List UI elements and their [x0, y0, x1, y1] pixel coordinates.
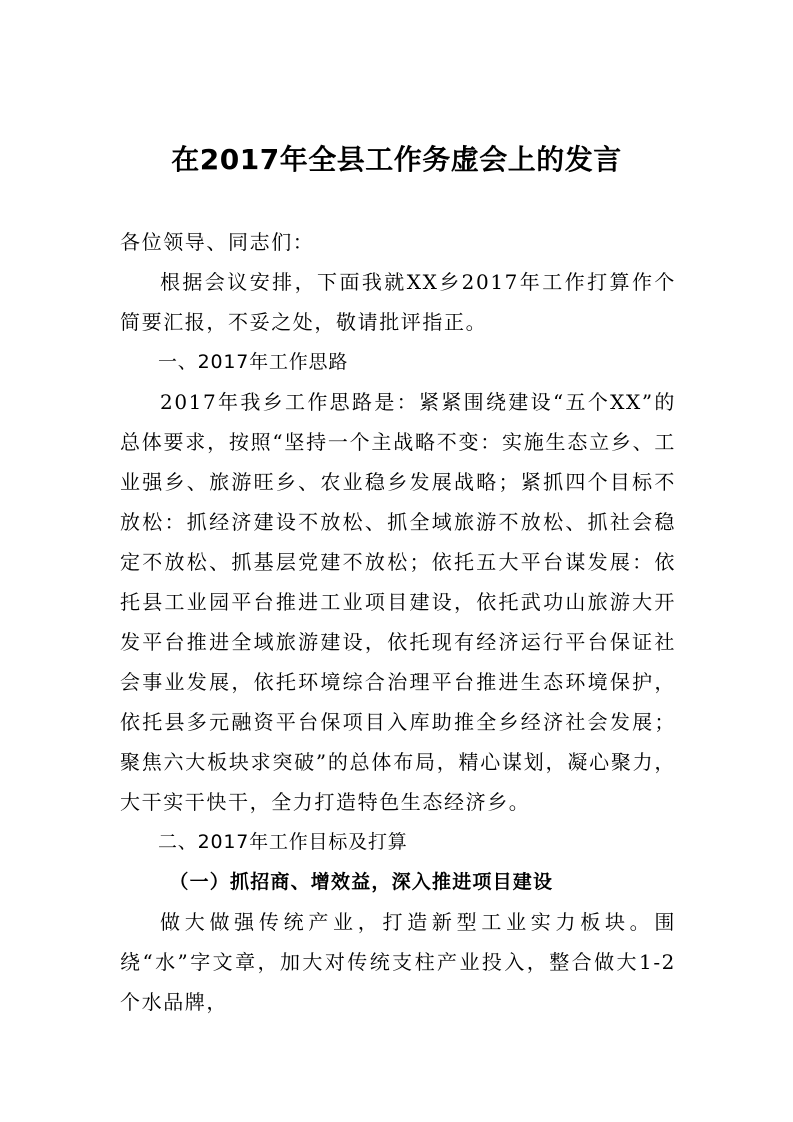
salutation: 各位领导、同志们：: [120, 230, 315, 254]
section-heading-2: 二、2017年工作目标及打算: [158, 831, 408, 853]
section-1-paragraph: 2017年我乡工作思路是：紧紧围绕建设“五个XX”的总体要求，按照“坚持一个主战略不变：实施生态立乡、工业强乡、旅游旺乡、农业稳乡发展战略；紧抓四个目标不放松：抓经济建设不放松、抓全域旅游不放松、抓社会稳定不放松、抓基层党建不放松；依托五大平台谋发展：依托县工业园平台推进工业项目建设，依托武功山旅游大开发平台推进全域旅游建设，依托现有经济运行平台保证社会事业发展，依托环境综合治理平台推进生态环境保护，依托县多元融资平台保项目入库助推全乡经济社会发展；聚焦六大板块求突破”的总体布局，精心谋划，凝心聚力，大干实干快干，全力打造特色生态经济乡。: [120, 390, 676, 814]
intro-paragraph: 根据会议安排，下面我就XX乡2017年工作打算作个简要汇报，不妥之处，敬请批评指正。: [120, 270, 676, 334]
document-body: [120, 222, 676, 1022]
subsection-1-paragraph: 做大做强传统产业，打造新型工业实力板块。围绕“水”字文章，加大对传统支柱产业投入，整合做大1-2个水品牌，: [120, 910, 676, 1014]
subsection-heading-1: （一）抓招商、增效益，深入推进项目建设: [169, 871, 554, 893]
document-title: 在2017年全县工作务虚会上的发言: [171, 143, 622, 176]
section-heading-1: 一、2017年工作思路: [158, 351, 349, 373]
